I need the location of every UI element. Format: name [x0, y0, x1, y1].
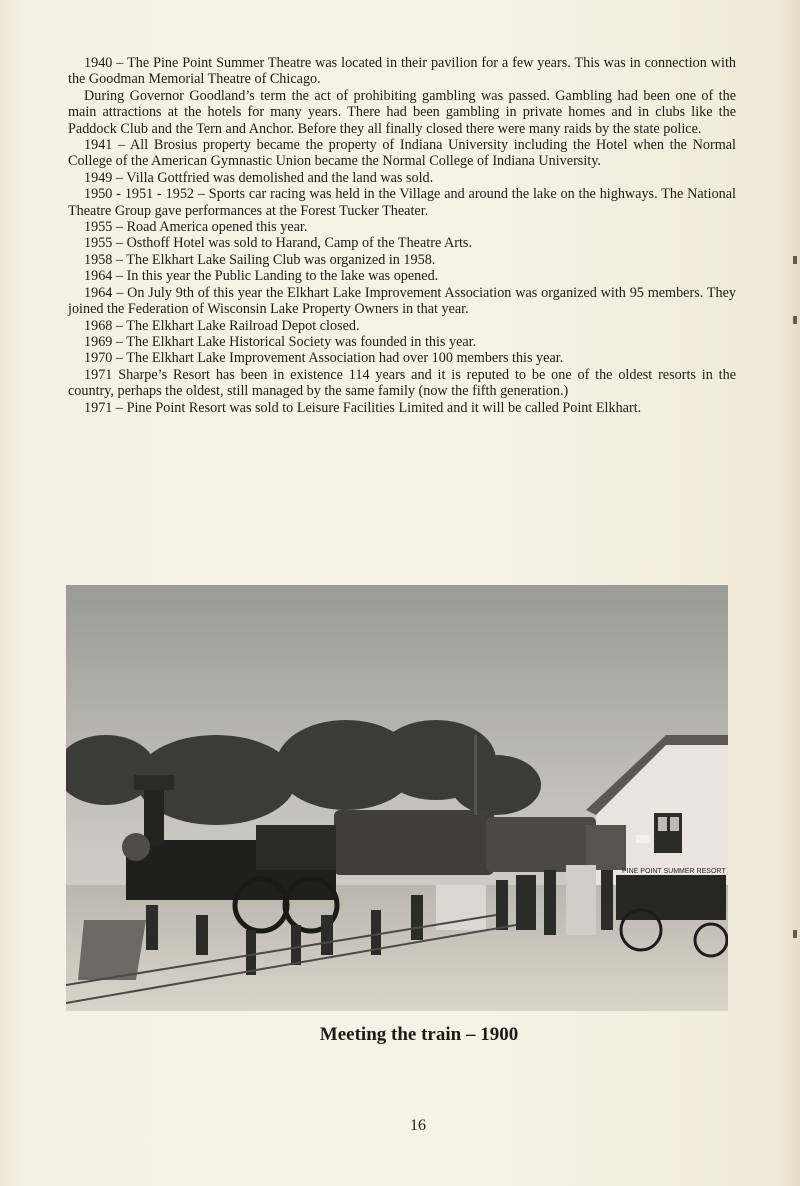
page-number: 16: [410, 1117, 426, 1134]
wagon-sign: PINE POINT SUMMER RESORT: [622, 868, 726, 875]
entry-1970: 1970 – The Elkhart Lake Improvement Association had over 100 members this year.: [84, 350, 564, 367]
entry-1949: 1949 – Villa Gottfried was demolished and the land was sold.: [84, 169, 434, 186]
entry-1958: 1958 – The Elkhart Lake Sailing Club was organized in 1958.: [84, 251, 436, 268]
entry-1968: 1968 – The Elkhart Lake Railroad Depot closed.: [84, 317, 360, 334]
entry-1964-association: 1964 – On July 9th of this year the Elkhart Lake Improvement Association was organized with 95 members. They joined the Federation of Wisconsin Lake Property Owners in that year.: [68, 284, 736, 318]
entry-gambling: During Governor Goodland’s term the act of prohibiting gambling was passed. Gambling had been one of the main attractions at the hotels for many years. There had been gambling in private homes and in clubs like the Paddock Club and the Tern and Anchor. Before they all finally closed there were many raids by the state police.: [68, 87, 736, 137]
edge-mark: [793, 256, 797, 264]
edge-mark: [793, 316, 797, 324]
entry-1969: 1969 – The Elkhart Lake Historical Society was founded in this year.: [84, 333, 477, 350]
photo-caption: Meeting the train – 1900: [319, 1024, 519, 1045]
telegraph-pole: [474, 735, 477, 815]
entry-1940: 1940 – The Pine Point Summer Theatre was located in their pavilion for a few years. This was in connection with the Goodman Memorial Theatre of Chicago.: [68, 55, 736, 88]
historic-photo: [66, 585, 728, 1011]
edge-mark: [793, 930, 797, 938]
entry-1955-road-america: 1955 – Road America opened this year.: [84, 219, 308, 236]
entry-1971-sharpes: 1971 Sharpe’s Resort has been in existence 114 years and it is reputed to be one of the oldest resorts in the country, perhaps the oldest, still managed by the same family (now the fifth generation.): [68, 366, 736, 400]
history-text: [68, 55, 736, 416]
entry-1964-landing: 1964 – In this year the Public Landing to the lake was opened.: [84, 268, 439, 285]
entry-1971-pine-point: 1971 – Pine Point Resort was sold to Leisure Facilities Limited and it will be called Point Elkhart.: [84, 399, 642, 416]
entry-1941: 1941 – All Brosius property became the property of Indiana University including the Hotel when the Normal College of the American Gymnastic Union became the Normal College of Indiana University.: [68, 137, 736, 170]
train-station-illustration: [66, 585, 728, 1011]
entry-1950-1952: 1950 - 1951 - 1952 – Sports car racing was held in the Village and around the lake on the highways. The National Theatre Group gave performances at the Forest Tucker Theater.: [68, 186, 736, 219]
entry-1955-osthoff: 1955 – Osthoff Hotel was sold to Harand, Camp of the Theatre Arts.: [84, 235, 472, 252]
